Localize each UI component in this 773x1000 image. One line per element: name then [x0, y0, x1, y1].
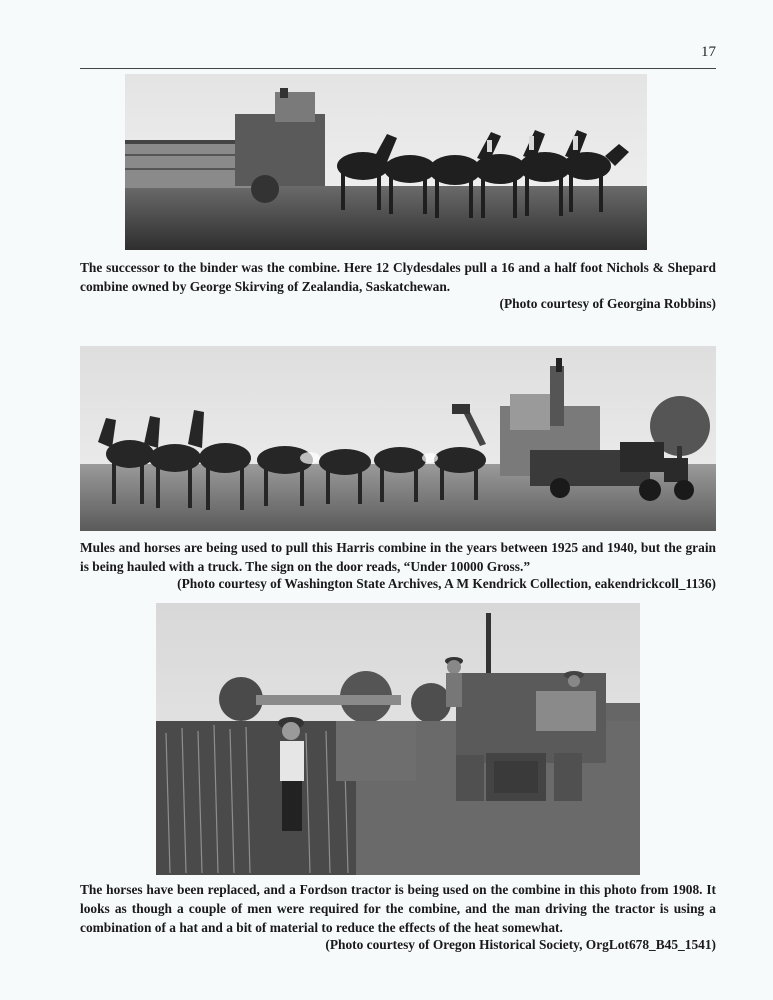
credit-3: (Photo courtesy of Oregon Historical Society, OrgLot678_B45_1541) [325, 937, 716, 952]
page-number: 17 [701, 44, 716, 60]
credit-1: (Photo courtesy of Georgina Robbins) [499, 296, 716, 311]
clydesdales-combine-photo [125, 74, 647, 250]
header-rule [80, 68, 716, 69]
fordson-tractor-combine-photo [156, 603, 640, 875]
caption-3: The horses have been replaced, and a Fordson tractor is being used on the combine in this photo from 1908. It looks as though a couple of men were required for the combine, and the man driving the tractor is using a combination of a hat and a bit of material to reduce the effects of the heat somewhat. [80, 882, 716, 935]
credit-2: (Photo courtesy of Washington State Archives, A M Kendrick Collection, eakendrickcoll_1136) [177, 576, 716, 591]
mules-harris-combine-photo [80, 346, 716, 531]
caption-1: The successor to the binder was the combine. Here 12 Clydesdales pull a 16 and a half foot Nichols & Shepard combine owned by George Skirving of Zealandia, Saskatchewan. [80, 260, 716, 294]
caption-2: Mules and horses are being used to pull this Harris combine in the years between 1925 and 1940, but the grain is being hauled with a truck. The sign on the door reads, “Under 10000 Gross.” [80, 540, 716, 574]
